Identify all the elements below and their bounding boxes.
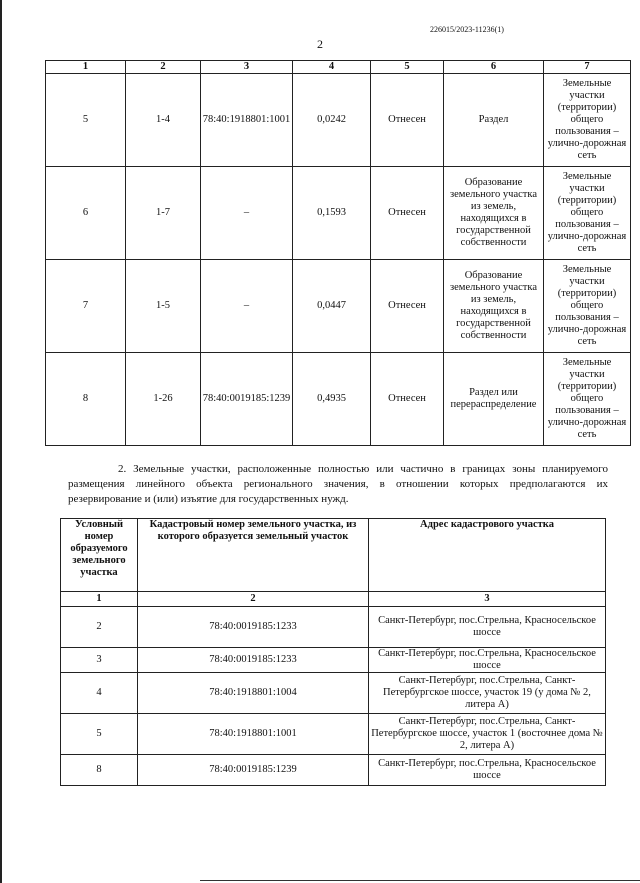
column-header: 5 bbox=[371, 61, 444, 74]
table-cell: Санкт-Петербург, пос.Стрельна, Санкт-Петербургское шоссе, участок 19 (у дома № 2, литера А) bbox=[369, 673, 606, 714]
table-cell: Образование земельного участка из земель, находящихся в государственной собственности bbox=[444, 167, 544, 260]
table-row bbox=[61, 755, 606, 786]
page-number: 2 bbox=[317, 37, 323, 51]
table-cell: – bbox=[201, 260, 293, 353]
table-cell: 78:40:0019185:1233 bbox=[138, 648, 369, 673]
table-cell: 6 bbox=[46, 167, 126, 260]
table-cell: 78:40:0019185:1239 bbox=[138, 755, 369, 786]
table-cell: Санкт-Петербург, пос.Стрельна, Красносельское шоссе bbox=[369, 607, 606, 648]
table-cell: 1-26 bbox=[126, 353, 201, 446]
table-cell: 1-4 bbox=[126, 74, 201, 167]
table-cell: 3 bbox=[369, 592, 606, 607]
table-cell: Образование земельного участка из земель, находящихся в государственной собственности bbox=[444, 260, 544, 353]
table-cell: 8 bbox=[61, 755, 138, 786]
table-cell: Санкт-Петербург, пос.Стрельна, Красносельское шоссе bbox=[369, 755, 606, 786]
table-cell: 1-7 bbox=[126, 167, 201, 260]
table-cell: 78:40:1918801:1001 bbox=[201, 74, 293, 167]
column-header: 1 bbox=[46, 61, 126, 74]
table-cell: 2 bbox=[61, 607, 138, 648]
table-cell: 0,4935 bbox=[293, 353, 371, 446]
table-cell: Отнесен bbox=[371, 74, 444, 167]
column-header: Адрес кадастрового участка bbox=[369, 519, 606, 592]
table-row bbox=[46, 353, 631, 446]
column-header: 7 bbox=[544, 61, 631, 74]
table-cell: Земельные участки (территории) общего пользования – улично-дорожная сеть bbox=[544, 167, 631, 260]
column-header: 4 bbox=[293, 61, 371, 74]
table-cell: 78:40:1918801:1001 bbox=[138, 714, 369, 755]
column-header: 3 bbox=[201, 61, 293, 74]
table-row bbox=[46, 260, 631, 353]
table-cell: Отнесен bbox=[371, 260, 444, 353]
table-header-row bbox=[61, 519, 606, 592]
table-cell: 78:40:1918801:1004 bbox=[138, 673, 369, 714]
table-cell: Раздел или перераспределение bbox=[444, 353, 544, 446]
table-row bbox=[61, 648, 606, 673]
table-row bbox=[61, 607, 606, 648]
table-cell: 0,0242 bbox=[293, 74, 371, 167]
table-row bbox=[46, 74, 631, 167]
table-cell: 3 bbox=[61, 648, 138, 673]
table-cell: Земельные участки (территории) общего пользования – улично-дорожная сеть bbox=[544, 74, 631, 167]
table-cell: 7 bbox=[46, 260, 126, 353]
table-cell: 1-5 bbox=[126, 260, 201, 353]
table-cell: Раздел bbox=[444, 74, 544, 167]
table-cell: 1 bbox=[61, 592, 138, 607]
table-cell: Санкт-Петербург, пос.Стрельна, Санкт-Петербургское шоссе, участок 1 (восточнее дома № 2, литера А) bbox=[369, 714, 606, 755]
table-row bbox=[61, 673, 606, 714]
column-number-row bbox=[61, 592, 606, 607]
table-cell: Земельные участки (территории) общего пользования – улично-дорожная сеть bbox=[544, 353, 631, 446]
table-cell: 78:40:0019185:1233 bbox=[138, 607, 369, 648]
table-row bbox=[61, 714, 606, 755]
column-header: Условный номер образуемого земельного участка bbox=[61, 519, 138, 592]
footer-line bbox=[200, 880, 640, 881]
document-number: 226015/2023-11236(1) bbox=[430, 25, 504, 34]
table-header-row bbox=[46, 61, 631, 74]
table-cell: 2 bbox=[138, 592, 369, 607]
table-cell: 78:40:0019185:1239 bbox=[201, 353, 293, 446]
table-cell: – bbox=[201, 167, 293, 260]
scan-edge bbox=[0, 0, 2, 883]
table-cell: Отнесен bbox=[371, 167, 444, 260]
land-plots-table bbox=[45, 60, 631, 446]
table-cell: 0,0447 bbox=[293, 260, 371, 353]
table-cell: Санкт-Петербург, пос.Стрельна, Красносельское шоссе bbox=[369, 648, 606, 673]
table-row bbox=[46, 167, 631, 260]
table-cell: 4 bbox=[61, 673, 138, 714]
table-cell: 5 bbox=[61, 714, 138, 755]
table-cell: Земельные участки (территории) общего пользования – улично-дорожная сеть bbox=[544, 260, 631, 353]
column-header: 6 bbox=[444, 61, 544, 74]
table-cell: 8 bbox=[46, 353, 126, 446]
table-cell: 5 bbox=[46, 74, 126, 167]
section-paragraph: 2. Земельные участки, расположенные полностью или частично в границах зоны планируемого размещения линейного объекта регионального значения, в отношении которых предполагаются их резервирование и (или) изъятие для государственных нужд. bbox=[68, 463, 608, 505]
table-cell: Отнесен bbox=[371, 353, 444, 446]
reserved-plots-table bbox=[60, 518, 606, 786]
column-header: Кадастровый номер земельного участка, из которого образуется земельный участок bbox=[138, 519, 369, 592]
table-cell: 0,1593 bbox=[293, 167, 371, 260]
column-header: 2 bbox=[126, 61, 201, 74]
